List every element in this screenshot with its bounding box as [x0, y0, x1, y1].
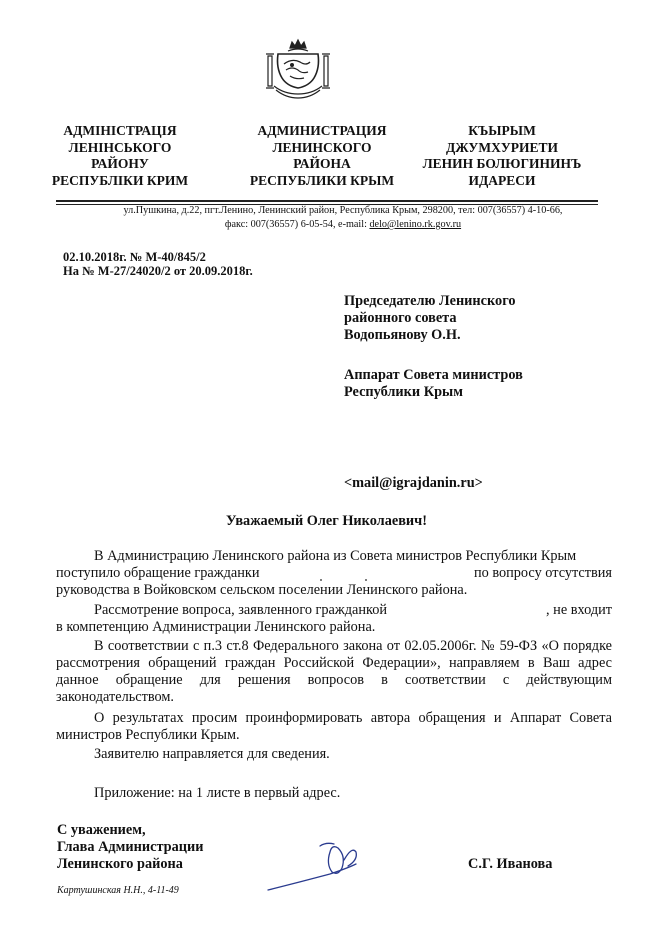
header-crimean-tatar: [412, 123, 592, 189]
header-crimean-tatar-line-2: ДЖУМХУРИЕТИ: [445, 139, 558, 155]
header-russian-line-2: ЛЕНИНСКОГО: [272, 139, 372, 155]
scan-speck: [320, 579, 322, 581]
contacts-fax: факс: 007(36557) 6-05-54, e-mail:: [224, 219, 370, 230]
closing-line: Глава Администрации: [57, 839, 204, 855]
paragraph-2: [56, 602, 612, 636]
addressee-line: Аппарат Совета министров: [344, 367, 523, 383]
greeting: Уважаемый Олег Николаевич!: [226, 513, 427, 529]
paragraph-5: Заявителю направляется для сведения.: [94, 746, 330, 762]
addressee-line: Республики Крым: [344, 384, 463, 400]
header-ukrainian-line-2: ЛЕНІНСЬКОГО: [68, 139, 172, 155]
contacts-line-2: [60, 218, 626, 232]
handwritten-signature: [260, 838, 380, 898]
header-crimean-tatar-line-4: ИДАРЕСИ: [468, 172, 536, 188]
paragraph-2-line-1-left: Рассмотрение вопроса, заявленного гражданкой: [94, 602, 388, 618]
paragraph-4: О результатах просим проинформировать автора обращения и Аппарат Совета министров Республики Крым.: [56, 710, 612, 743]
header-russian-line-3: РАЙОНА: [293, 156, 351, 171]
header-ukrainian-line-4: РЕСПУБЛІКИ КРИМ: [51, 172, 189, 188]
addressee-email: <mail@igrajdanin.ru>: [344, 475, 483, 491]
header-russian-line-1: АДМИНИСТРАЦИЯ: [257, 123, 387, 138]
paragraph-1-line-2-left: поступило обращение гражданки: [56, 565, 260, 581]
header-divider-thick: [56, 200, 598, 202]
outgoing-number: 02.10.2018г. № М-40/845/2: [63, 250, 206, 264]
addressee-line: Председателю Ленинского: [344, 293, 516, 309]
header-ukrainian: [30, 123, 210, 189]
closing-line: Ленинского района: [57, 856, 183, 872]
closing-line: С уважением,: [57, 822, 146, 838]
redacted-area: [334, 408, 532, 460]
paragraph-3: В соответствии с п.3 ст.8 Федерального закона от 02.05.2006г. № 59-ФЗ «О порядке рассмотрения обращений граждан Российской Федерации», направляем в Ваш адрес данное обращение для решения вопросов в соответствии с действующим законодательством.: [56, 638, 612, 705]
addressee-line: районного совета: [344, 310, 457, 326]
signature-closing: [57, 822, 203, 873]
header-russian: [232, 123, 412, 189]
paragraph-1-line-3: руководства в Войковском сельском поселении Ленинского района.: [56, 582, 468, 598]
header-crimean-tatar-line-3: ЛЕНИН БОЛЮГИНИНЪ: [422, 156, 582, 171]
attachment-note: Приложение: на 1 листе в первый адрес.: [94, 785, 341, 801]
paragraph-1: [56, 548, 612, 599]
scan-speck: [365, 579, 367, 581]
executor-note: Картушинская Н.Н., 4-11-49: [57, 885, 179, 896]
incoming-reference: На № М-27/24020/2 от 20.09.2018г.: [63, 264, 253, 278]
header-crimean-tatar-line-1: КЪЫРЫМ: [468, 123, 536, 138]
header-ukrainian-line-1: АДМІНІСТРАЦІЯ: [63, 123, 177, 138]
paragraph-1-line-2-right: по вопросу отсутствия: [473, 565, 612, 581]
coat-of-arms-emblem: [262, 38, 334, 100]
contacts-line-1: ул.Пушкина, д.22, пгт.Ленино, Ленинский район, Республика Крым, 298200, тел: 007(36557) 4-10-66,: [123, 205, 563, 216]
paragraph-2-line-1-right: , не входит: [546, 602, 612, 618]
addressee-recipient-2: [344, 367, 523, 401]
paragraph-1-line-1: В Администрацию Ленинского района из Совета министров Республики Крым: [94, 548, 577, 564]
addressee-recipient-1: [344, 293, 515, 344]
paragraph-2-line-2: в компетенцию Администрации Ленинского района.: [56, 619, 376, 635]
header-russian-line-4: РЕСПУБЛИКИ КРЫМ: [249, 172, 395, 188]
signatory-name: С.Г. Иванова: [468, 856, 553, 872]
addressee-line: Водопьянову О.Н.: [344, 327, 461, 343]
contacts-email-link[interactable]: delo@lenino.rk.gov.ru: [369, 219, 462, 230]
header-ukrainian-line-3: РАЙОНУ: [91, 156, 149, 171]
